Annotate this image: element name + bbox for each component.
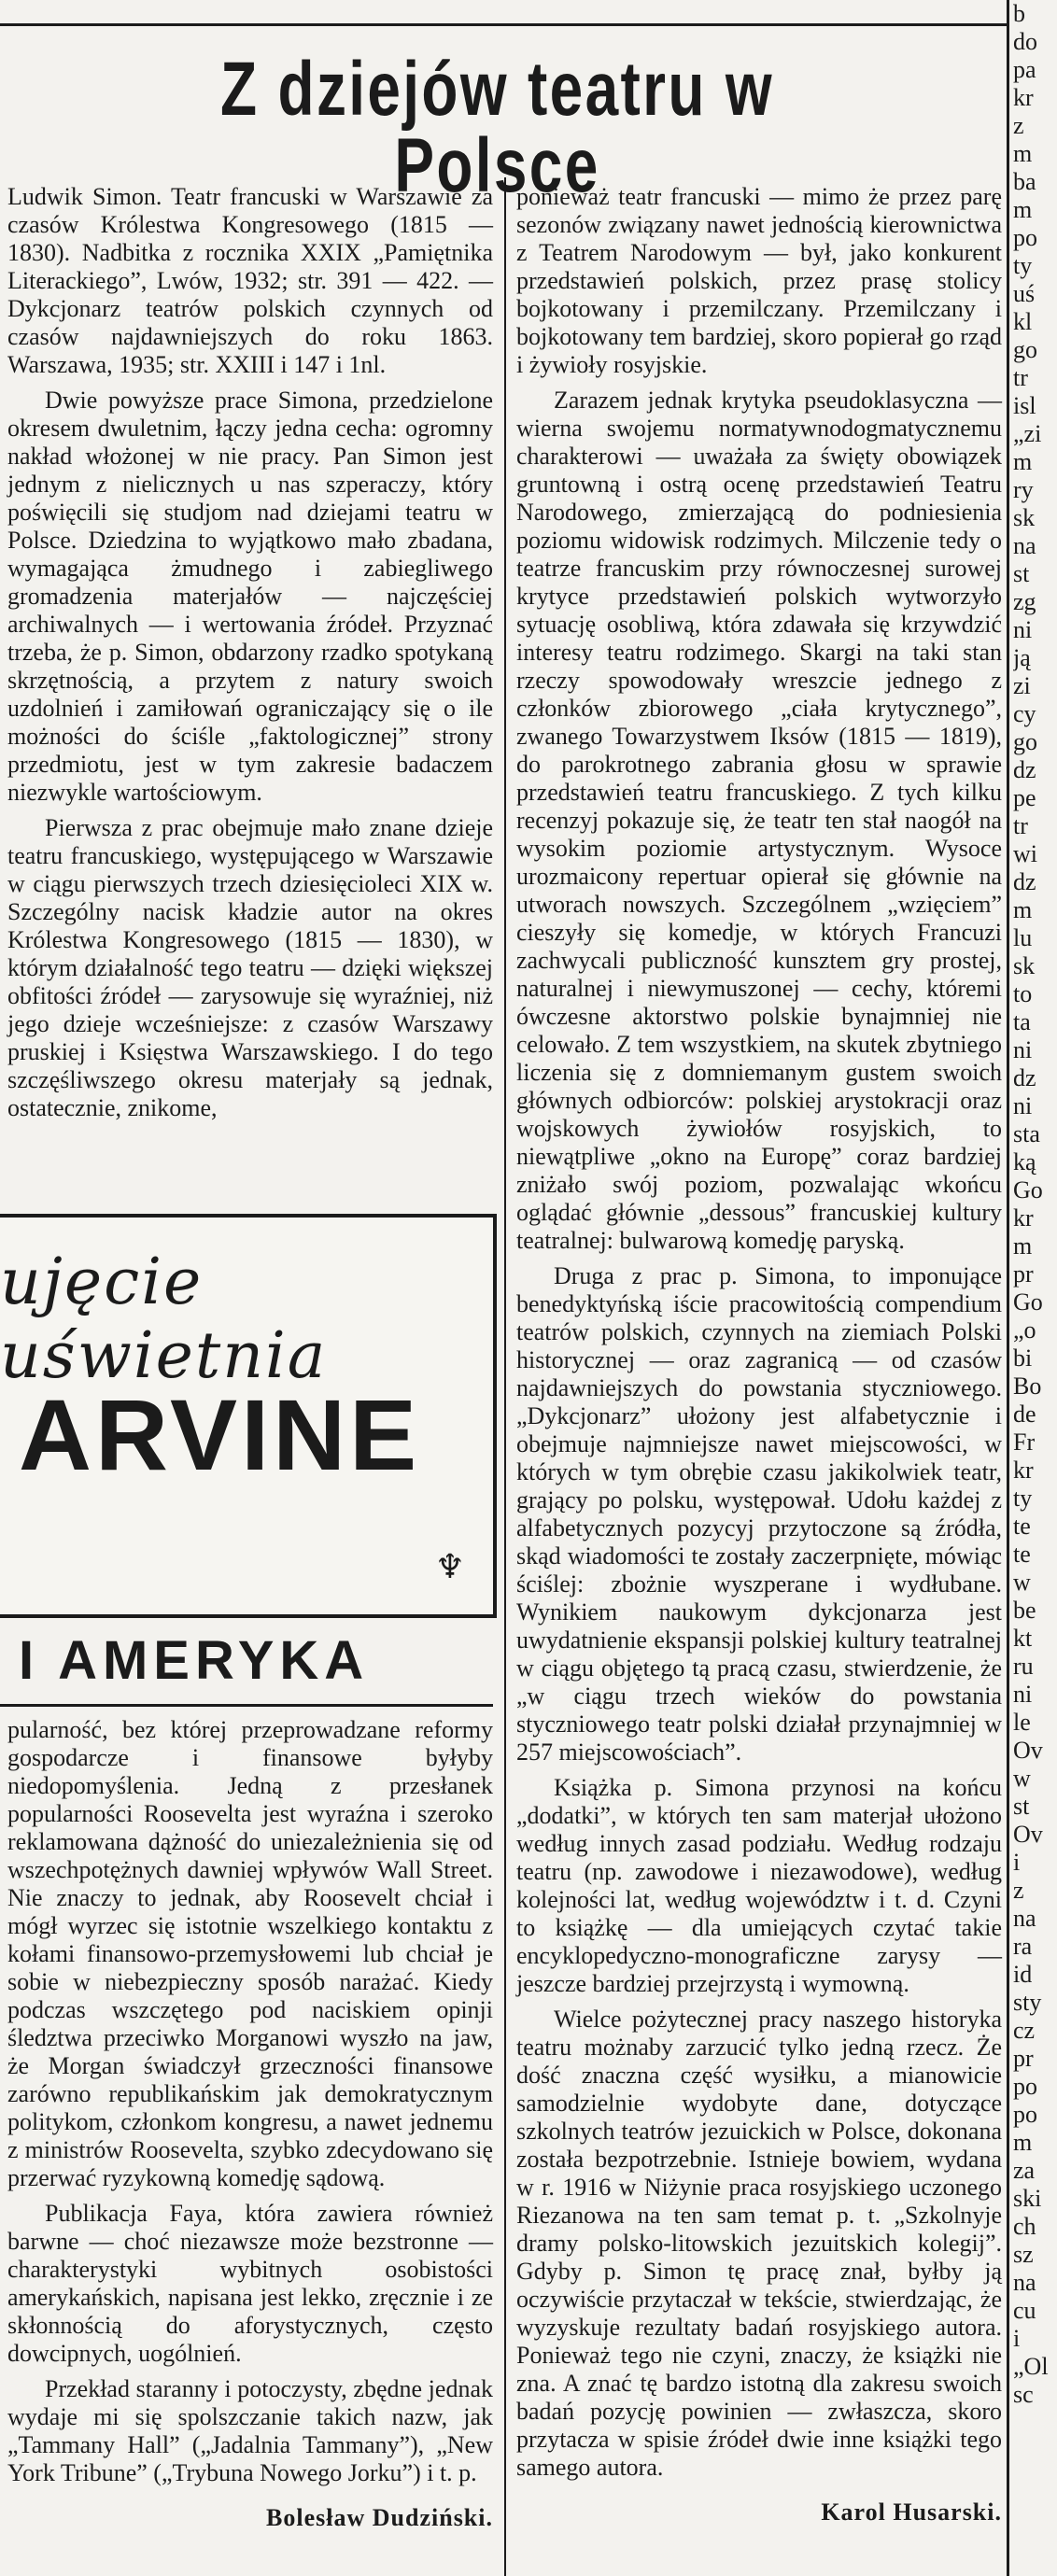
edge-text-fragment: kr: [1013, 84, 1034, 111]
edge-text-fragment: zi: [1013, 672, 1031, 699]
edge-text-fragment: ch: [1013, 2213, 1036, 2240]
edge-text-fragment: go: [1013, 728, 1037, 755]
column-rule-center: [504, 177, 506, 2576]
edge-text-fragment: dz: [1013, 1064, 1036, 1091]
edge-text-fragment: te: [1013, 1541, 1031, 1568]
edge-text-fragment: id: [1013, 1961, 1033, 1988]
edge-text-fragment: tr: [1013, 812, 1028, 839]
edge-text-fragment: ru: [1013, 1653, 1034, 1680]
edge-text-fragment: i: [1013, 2325, 1021, 2352]
edge-text-fragment: w: [1013, 1765, 1031, 1792]
edge-text-fragment: kt: [1013, 1625, 1033, 1652]
edge-text-fragment: po: [1013, 2073, 1037, 2100]
edge-text-fragment: do: [1013, 28, 1037, 55]
edge-text-fragment: m: [1013, 448, 1033, 475]
edge-text-fragment: ty: [1013, 252, 1033, 279]
edge-text-fragment: ski: [1013, 2185, 1042, 2212]
edge-text-fragment: ją: [1013, 644, 1031, 671]
edge-text-fragment: za: [1013, 2157, 1036, 2184]
advertisement-box: [0, 1214, 497, 1618]
article-paragraph: Zarazem jednak krytyka pseudoklasyczna — wierna swojemu normatywnodogmatycznemu charakterowi — uważała za święty obowiązek gruntowną i ostrą ocenę przedstawień Teatru Narodowego, zmierzającą do podniesienia poziomu widowisk rodzimych. Milczenie tedy o teatrze francuskim przy równoczesnej surowej krytyce przedstawień polskich wytworzyło sytuację osobliwą, która zdawała się krzywdzić interesy teatru rodzimego. Skargi na taki stan rzeczy spowodowały wreszcie jednego z członków zbiorowego „ciała krytycznego”, zwanego Towarzystwem Iksów (1815 — 1819), do parokrotnego zabrania głosu w sprawie przedstawień teatru francuskiego. Z tych kilku recenzyj pokazuje się, że teatr ten stał naogół na wysokim poziomie artystycznym. Wysoce urozmaicony repertuar opierał się głównie na utworach nowszych. Szczególnem „wzięciem” cieszyły się komedje, w których Francuzi zachwycali publiczność kunsztem gry prostej, naturalnej i niewymuszonej — cechy, któremi ówczesne aktorstwo polskie bynajmniej nie celowało. Z tem wszystkiem, na skutek zbytniego liczenia się z domniemanym gustem swoich głównych odbiorców: polskiej arystokracji oraz wojskowych żywiołów rosyjskich, to niewątpliwe „okno na Europę” coraz bardziej zniżało swój poziom, pozwalając wkońcu oglądać głównie „dessous” francuskiej kultury teatralnej: bulwarową komedję paryską.: [516, 387, 1002, 1254]
section-heading: I AMERYKA: [19, 1630, 370, 1691]
edge-text-fragment: ką: [1013, 1148, 1036, 1175]
lower-left-column: [7, 1716, 493, 2532]
edge-text-fragment: Go: [1013, 1288, 1043, 1316]
edge-text-fragment: pr: [1013, 1260, 1034, 1288]
edge-text-fragment: de: [1013, 1401, 1036, 1428]
article-paragraph: Przekład staranny i potoczysty, zbędne jednak wydaje mi się spolszczanie takich nazw, jak „Tammany Hall” („Jadalnia Tammany”), „New York Tribune” („Trybuna Nowego Jorku”) i t. p.: [7, 2375, 493, 2486]
edge-text-fragment: ba: [1013, 168, 1036, 195]
column-rule-right: [1007, 0, 1009, 2576]
article-paragraph: Pierwsza z prac obejmuje mało znane dzieje teatru francuskiego, występującego w Warszawie w ciągu pierwszych trzech dziesięcioleci XIX w. Szczególny nacisk kładzie autor na okres Królestwa Kongresowego (1815 — 1830), w którym działalność tego teatru — dzięki większej obfitości źródeł — zarysowuje się wyraźniej, niż jego dzieje wcześniejsze: z czasów Warszawy pruskiej i Księstwa Warszawskiego. I do tego szczęśliwszego okresu materjały są jednak, ostatecznie, znikome,: [7, 814, 493, 1121]
edge-text-fragment: z: [1013, 112, 1024, 139]
edge-text-fragment: m: [1013, 896, 1033, 923]
column-rule-top: [0, 23, 1008, 26]
edge-text-fragment: na: [1013, 1905, 1036, 1932]
advert-script-text: ujęcie uświetnia: [0, 1246, 328, 1393]
edge-text-fragment: ta: [1013, 1008, 1031, 1035]
article-paragraph: Dwie powyższe prace Simona, przedzielone okresem dwuletnim, łączy jedna cecha: ogromny nakład włożonej w nie pracy. Pan Simon jest jednym z nielicznych u nas szperaczy, który poświęcili się studjom nad dziejami teatru w Polsce. Dziedzina to wyjątkowo mało zbadana, wymagająca żmudnego i zabiegliwego gromadzenia materjałów — najczęściej archiwalnych — i wertowania źródeł. Przyznać trzeba, że p. Simon, obdarzony rzadko spotykaną skrzętnością, a przytem z natury swoich uzdolnień i zamiłowań ograniczający się o ile możności do ściśle „faktologicznej” strony przedmiotu, jest w tym zakresie badaczem niezwykle wartościowym.: [7, 387, 493, 806]
edge-text-fragment: sk: [1013, 952, 1036, 979]
edge-text-fragment: po: [1013, 2101, 1037, 2128]
edge-text-fragment: cz: [1013, 2017, 1036, 2044]
edge-text-fragment: kr: [1013, 1204, 1034, 1232]
article-paragraph: Wielce pożytecznej pracy naszego historyka teatru możnaby zarzucić tylko jedną rzecz. Że dość znaczna część wysiłku, a mianowicie samodzielnie wydobyte dane, dotyczące szkolnych teatrów jezuickich w Polsce, dokonana została bezpotrzebnie. Istnieje bowiem, wydana w r. 1916 w Niżynie praca rosyjskiego uczonego Riezanowa na ten sam temat p. t. „Szkolnyje dramy polsko-litowskich jezuitskich kolegij”. Gdyby p. Simon tę pracę znał, byłby ją oczywiście przytaczał w tekście, stwierdzając, że wyzyskuje rezultaty badań rosyjskiego autora. Ponieważ tego nie czyni, znaczy, że książki nie zna. A znać tę bardzo istotną dla zakresu swoich badań pozycję powinien — zwłaszcza, skoro przytacza w spisie źródeł dwie inne książki tego samego autora.: [516, 2006, 1002, 2481]
edge-text-fragment: ni: [1013, 1092, 1033, 1119]
edge-text-fragment: na: [1013, 2269, 1036, 2296]
edge-text-fragment: te: [1013, 1513, 1031, 1540]
edge-text-fragment: sk: [1013, 504, 1036, 531]
edge-text-fragment: tr: [1013, 364, 1028, 391]
adjacent-column-fragment: [1013, 0, 1057, 2576]
edge-text-fragment: m: [1013, 1232, 1033, 1260]
edge-text-fragment: z: [1013, 1877, 1024, 1904]
edge-text-fragment: „Ol: [1013, 2353, 1049, 2380]
edge-text-fragment: pa: [1013, 56, 1036, 83]
edge-text-fragment: ni: [1013, 1681, 1033, 1708]
edge-text-fragment: sty: [1013, 1989, 1042, 2016]
edge-text-fragment: zg: [1013, 588, 1036, 615]
edge-text-fragment: ra: [1013, 1933, 1033, 1960]
edge-text-fragment: ni: [1013, 616, 1033, 643]
author-signature: Karol Husarski.: [821, 2499, 1002, 2526]
bibliographic-entry: Ludwik Simon. Teatr francuski w Warszawie za czasów Królestwa Kongresowego (1815 — 1830). Nadbitka z rocznika XXIX „Pamiętnika Literackiego”, Lwów, 1932; str. 391 — 422. — Dykcjonarz teatrów polskich czynnych od czasów najdawniejszych do roku 1863. Warszawa, 1935; str. XXIII i 147 i 1nl.: [7, 183, 493, 378]
edge-text-fragment: pr: [1013, 2045, 1034, 2072]
edge-text-fragment: bi: [1013, 1344, 1033, 1372]
edge-text-fragment: „zi: [1013, 420, 1042, 447]
edge-text-fragment: sz: [1013, 2241, 1034, 2268]
edge-text-fragment: Ov: [1013, 1737, 1043, 1764]
edge-text-fragment: go: [1013, 336, 1037, 363]
edge-text-fragment: kl: [1013, 308, 1033, 335]
edge-text-fragment: st: [1013, 1793, 1030, 1820]
article-paragraph: pularność, bez której przeprowadzane reformy gospodarcze i finansowe byłyby niedopomyślenia. Jedną z przesłanek popularności Roosevelta jest wyraźna i szeroko reklamowana dążność do uniezależnienia się od wszechpotężnych dawniej wpływów Wall Street. Nie znaczy to jednak, aby Roosevelt chciał i mógł wyrzec się istotnie wszelkiego kontaktu z kołami finansowo-przemysłowemi lub chciał je sobie w niebezpieczny sposób narażać. Kiedy podczas wszczętego pod naciskiem opinji śledztwa przeciwko Morganowi wyszło na jaw, że Morgan świadczył grzeczności finansowe zarówno republikańskim jak demokratycznym politykom, członkom kongresu, a nawet jednemu z ministrów Roosevelta, szybko zdecydowano się przerwać ryzykowną komedję sądową.: [7, 1716, 493, 2191]
edge-text-fragment: pe: [1013, 784, 1036, 811]
edge-text-fragment: dz: [1013, 756, 1036, 783]
edge-text-fragment: wi: [1013, 840, 1037, 867]
edge-text-fragment: ni: [1013, 1036, 1033, 1063]
edge-text-fragment: ty: [1013, 1485, 1033, 1512]
edge-text-fragment: ry: [1013, 476, 1034, 503]
edge-text-fragment: be: [1013, 1597, 1036, 1624]
article-paragraph: Książka p. Simona przynosi na końcu „dodatki”, w których ten sam materjał ułożono według innych zasad podziału. Według rodzaju teatru (np. zawodowe i niezawodowe), według kolejności lat, według województw i t. d. Czyni to książkę — dla umiejących czytać takie encyklopedyczno-monograficzne zarysy — jeszcze bardziej przejrzystą i wymowną.: [516, 1774, 1002, 1997]
trident-icon: ♆: [434, 1548, 465, 1585]
edge-text-fragment: na: [1013, 532, 1036, 559]
edge-text-fragment: cu: [1013, 2297, 1036, 2324]
edge-text-fragment: cy: [1013, 700, 1036, 727]
edge-text-fragment: b: [1013, 0, 1025, 27]
author-signature: Bolesław Dudziński.: [266, 2504, 493, 2531]
article-paragraph: ponieważ teatr francuski — mimo że przez parę sezonów związany nawet jednością kierownictwa z Teatrem Narodowym — był, jako konkurent przedstawień polskich, przez prasę stolicy bojkotowany i przemilczany. Przemilczany i bojkotowany tem bardziej, skoro popierał go rząd i żywioły rosyjskie.: [516, 183, 1002, 378]
page-title: Z dziejów teatru w Polsce: [220, 47, 774, 208]
edge-text-fragment: st: [1013, 560, 1030, 587]
edge-text-fragment: isl: [1013, 392, 1036, 419]
edge-text-fragment: „o: [1013, 1316, 1036, 1344]
edge-text-fragment: m: [1013, 2129, 1033, 2156]
edge-text-fragment: uś: [1013, 280, 1036, 307]
edge-text-fragment: Go: [1013, 1176, 1043, 1204]
edge-text-fragment: sc: [1013, 2381, 1034, 2408]
edge-text-fragment: po: [1013, 224, 1037, 251]
right-article-column: [516, 183, 1002, 2527]
edge-text-fragment: dz: [1013, 868, 1036, 895]
heading-underline: [0, 1704, 493, 1707]
article-paragraph: Publikacja Faya, która zawiera również barwne — choć niezawsze może bezstronne — charakterystyki wybitnych osobistości amerykańskich, napisana jest lekko, zręcznie i ze skłonnością do aforystycznych, często dowcipnych, uogólnień.: [7, 2200, 493, 2367]
edge-text-fragment: m: [1013, 196, 1033, 223]
edge-text-fragment: to: [1013, 980, 1033, 1007]
left-article-column: [7, 183, 493, 1130]
edge-text-fragment: Fr: [1013, 1429, 1036, 1456]
edge-text-fragment: kr: [1013, 1457, 1034, 1484]
edge-text-fragment: i: [1013, 1849, 1021, 1876]
edge-text-fragment: sta: [1013, 1120, 1040, 1147]
article-paragraph: Druga z prac p. Simona, to imponujące benedyktyńską iście pracowitością compendium teatrów polskich, czynnych na ziemiach Polski historycznej — oraz zagranicą — od czasów najdawniejszych do powstania styczniowego. „Dykcjonarz” ułożony jest alfabetycznie i obejmuje najmniejsze nawet miejscowości, w których w tym obrębie czasu jakikolwiek teatr, grający po polsku, występował. Udołu każdej z alfabetycznych pozycyj przytoczone są źródła, skąd wiadomości te zostały zaczerpnięte, mówiąc ściślej: zbożnie wyszperane i wydłubane. Wynikiem naukowym dykcjonarza jest uwydatnienie ekspansji polskiej kultury teatralnej w ciągu objętego tą pracą czasu, stwierdzenie, że „w ciągu trzech wieków do powstania styczniowego teatr polski działał przynajmniej w 257 miejscowościach”.: [516, 1262, 1002, 1766]
edge-text-fragment: m: [1013, 140, 1033, 167]
advert-brand: ARVINE: [19, 1378, 421, 1491]
edge-text-fragment: lu: [1013, 924, 1033, 951]
edge-text-fragment: w: [1013, 1569, 1031, 1596]
edge-text-fragment: Ov: [1013, 1821, 1043, 1848]
edge-text-fragment: le: [1013, 1709, 1031, 1736]
edge-text-fragment: Bo: [1013, 1372, 1042, 1400]
